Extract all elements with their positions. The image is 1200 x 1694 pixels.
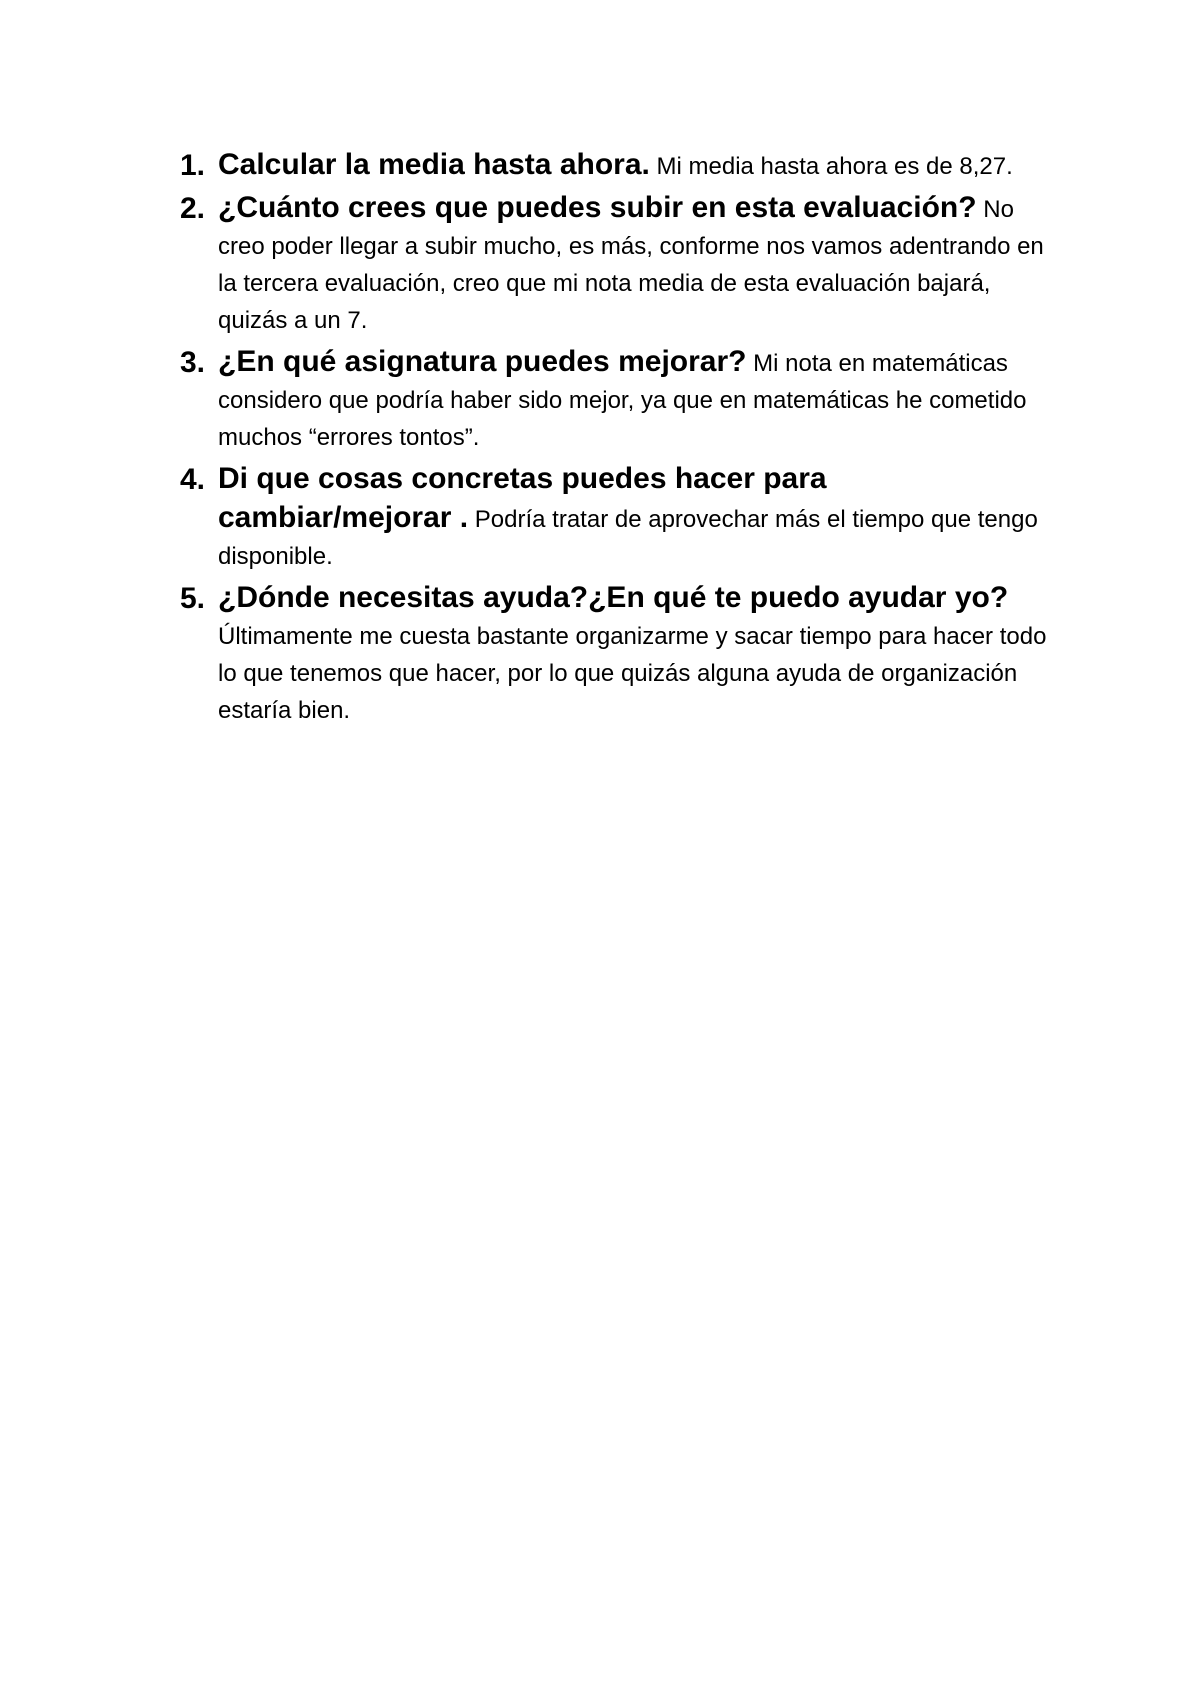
list-item <box>180 343 1060 456</box>
answer-text: Mi media hasta ahora es de 8,27. <box>649 153 1013 180</box>
list-item <box>180 460 1060 575</box>
item-content <box>218 460 1060 575</box>
item-number: 3. <box>180 346 206 379</box>
item-content <box>218 579 1060 729</box>
answer-text: No creo poder llegar a subir mucho, es más, conforme nos vamos adentrando en la tercera evaluación, creo que mi nota media de esta evaluación bajará, quizás a un 7. <box>218 196 1044 334</box>
list-item <box>180 146 1060 185</box>
question-text: ¿Dónde necesitas ayuda?¿En qué te puedo ayudar yo? <box>218 581 1009 614</box>
question-text: Di que cosas concretas puedes hacer para cambiar/mejorar . <box>218 462 827 534</box>
item-content <box>218 189 1060 339</box>
item-number: 4. <box>180 463 206 496</box>
list-item <box>180 189 1060 339</box>
item-number: 1. <box>180 149 206 182</box>
answer-text: Podría tratar de aprovechar más el tiempo que tengo disponible. <box>218 506 1038 570</box>
question-text: ¿En qué asignatura puedes mejorar? <box>218 345 747 378</box>
item-number: 2. <box>180 192 206 225</box>
item-content <box>218 146 1060 185</box>
answer-text: Mi nota en matemáticas considero que podría haber sido mejor, ya que en matemáticas he cometido muchos “errores tontos”. <box>218 350 1027 451</box>
question-text: Calcular la media hasta ahora. <box>218 148 650 181</box>
question-text: ¿Cuánto crees que puedes subir en esta evaluación? <box>218 191 977 224</box>
item-number: 5. <box>180 582 206 615</box>
item-content <box>218 343 1060 456</box>
list-item <box>180 579 1060 729</box>
question-list <box>180 146 1060 733</box>
answer-text: Últimamente me cuesta bastante organizarme y sacar tiempo para hacer todo lo que tenemos que hacer, por lo que quizás alguna ayuda de organización estaría bien. <box>218 623 1047 724</box>
